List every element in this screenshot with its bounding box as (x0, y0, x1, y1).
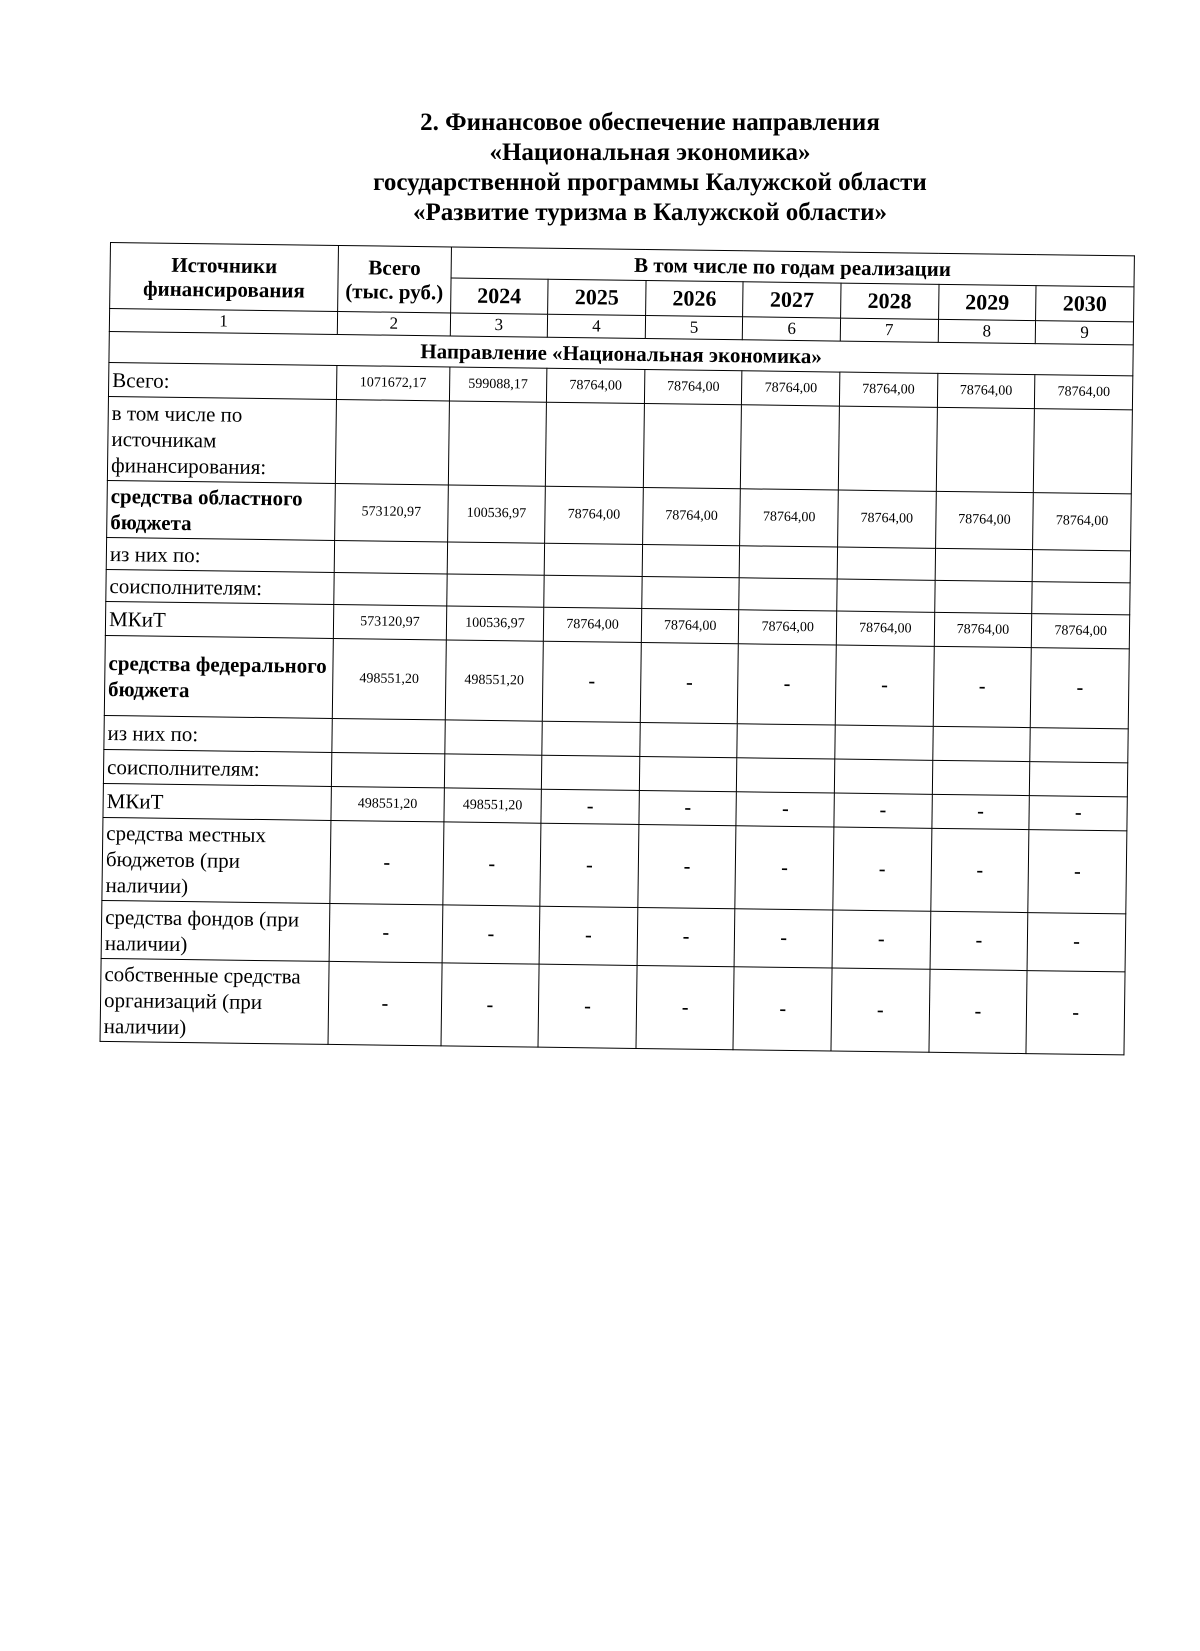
row-value (1034, 409, 1133, 494)
row-value (544, 575, 642, 608)
row-value (447, 542, 545, 575)
row-label: средства местных бюджетов (при наличии) (102, 817, 331, 903)
row-value (932, 726, 1030, 761)
row-value: - (442, 822, 541, 906)
row-value: 573120,97 (335, 483, 448, 541)
row-value: 498551,20 (332, 638, 446, 719)
row-value: 78764,00 (1035, 375, 1133, 410)
column-number: 3 (450, 313, 548, 337)
row-value (837, 579, 935, 612)
row-label: МКиТ (103, 783, 332, 820)
row-value: 78764,00 (838, 490, 936, 548)
row-value: 78764,00 (742, 371, 840, 406)
row-value (740, 546, 838, 579)
row-label: МКиТ (105, 601, 334, 638)
row-value: - (639, 790, 737, 825)
row-value (332, 752, 445, 787)
row-value: - (636, 965, 735, 1049)
row-value: 78764,00 (934, 612, 1032, 647)
row-value: - (541, 789, 639, 824)
column-number: 7 (840, 318, 938, 342)
row-value: 498551,20 (331, 786, 444, 821)
row-value: 78764,00 (836, 611, 934, 646)
row-value: - (930, 911, 1028, 970)
row-value: 599088,17 (449, 367, 547, 402)
header-year-2027: 2027 (743, 282, 841, 318)
table-row (102, 817, 1127, 913)
table-row (107, 396, 1132, 493)
row-value (935, 548, 1033, 581)
row-value: - (833, 827, 932, 911)
row-value (642, 544, 740, 577)
row-value: 78764,00 (641, 608, 739, 643)
row-label: средства областного бюджета (107, 480, 336, 540)
header-total: Всего (тыс. руб.) (338, 245, 451, 312)
table-row (100, 958, 1125, 1054)
row-value (737, 724, 835, 759)
row-value (546, 402, 645, 487)
column-number: 9 (1035, 321, 1133, 345)
row-value (1030, 762, 1128, 797)
column-number: 6 (743, 317, 841, 341)
title-line-1: 2. Финансовое обеспечение направления (420, 109, 880, 136)
header-year-2030: 2030 (1036, 286, 1134, 322)
row-value: - (640, 642, 739, 723)
row-value: - (933, 646, 1032, 727)
row-label: в том числе по источникам финансирования: (107, 396, 336, 483)
row-value (444, 720, 542, 755)
row-value (838, 406, 937, 491)
row-value: 78764,00 (740, 489, 838, 547)
row-value (639, 756, 737, 791)
row-value (1032, 582, 1130, 615)
row-value: - (834, 793, 932, 828)
row-value: - (441, 963, 540, 1047)
row-value: - (1026, 971, 1125, 1055)
row-value: 78764,00 (937, 373, 1035, 408)
header-year-2026: 2026 (645, 281, 743, 317)
row-value (334, 572, 447, 605)
header-sources: Источники финансирования (110, 243, 339, 312)
row-value: - (638, 824, 737, 908)
row-value (739, 578, 837, 611)
row-value: 100536,97 (446, 606, 544, 641)
row-label: средства фондов (при наличии) (101, 900, 330, 961)
row-value (446, 574, 544, 607)
row-label: из них по: (106, 537, 335, 572)
row-value: - (539, 906, 637, 965)
row-label: соисполнителям: (103, 749, 332, 786)
row-value (334, 540, 447, 573)
row-value: 1071672,17 (337, 365, 450, 400)
row-value: - (1030, 648, 1129, 729)
document-title (300, 108, 1000, 228)
row-value: 78764,00 (544, 607, 642, 642)
row-value: 100536,97 (447, 485, 545, 543)
row-value: 78764,00 (739, 610, 837, 645)
column-number: 2 (337, 311, 450, 335)
section-title: Направление «Национальная экономика» (109, 331, 1133, 375)
row-value: - (733, 967, 832, 1051)
row-value: 78764,00 (644, 370, 742, 405)
row-value (1032, 550, 1130, 583)
row-value (444, 754, 542, 789)
row-value: 78764,00 (642, 487, 740, 545)
row-value: - (831, 968, 930, 1052)
row-value (544, 543, 642, 576)
title-line-3: государственной программы Калужской области (373, 169, 927, 196)
row-label: соисполнителям: (106, 569, 335, 604)
title-line-2: «Национальная экономика» (489, 139, 811, 166)
row-value: - (329, 903, 442, 962)
row-value: 78764,00 (1032, 614, 1130, 649)
row-value: 78764,00 (839, 372, 937, 407)
row-value (542, 721, 640, 756)
row-label: средства федерального бюджета (104, 635, 333, 718)
row-value: - (930, 828, 1029, 912)
row-value: 78764,00 (547, 368, 645, 403)
row-value: - (540, 823, 639, 907)
row-value: - (1029, 796, 1127, 831)
row-value: - (538, 964, 637, 1048)
column-number: 1 (109, 309, 337, 335)
column-number: 8 (938, 319, 1036, 343)
row-value: - (542, 641, 641, 722)
row-value (332, 718, 445, 753)
row-value (936, 407, 1035, 492)
row-value (934, 580, 1032, 613)
header-year-2029: 2029 (938, 284, 1036, 320)
row-value (737, 758, 835, 793)
financing-table (100, 242, 1135, 1055)
row-value (335, 399, 449, 484)
column-number: 4 (547, 314, 645, 338)
header-year-2025: 2025 (548, 279, 646, 315)
row-value (1030, 728, 1128, 763)
row-value: - (442, 905, 540, 964)
row-value: 498551,20 (444, 788, 542, 823)
row-value (837, 547, 935, 580)
row-value (643, 404, 742, 489)
row-value (835, 725, 933, 760)
header-year-2028: 2028 (841, 283, 939, 319)
row-value: - (1028, 830, 1127, 914)
row-label: Всего: (108, 362, 337, 399)
row-value (932, 760, 1030, 795)
header-by-year: В том числе по годам реализации (451, 247, 1135, 287)
row-value: - (835, 645, 934, 726)
row-value: - (736, 792, 834, 827)
column-number: 5 (645, 316, 743, 340)
row-value: 78764,00 (545, 486, 643, 544)
title-line-4: «Развитие туризма в Калужской области» (413, 199, 887, 226)
row-value: - (330, 820, 444, 904)
table-row (104, 635, 1129, 728)
row-value (741, 405, 840, 490)
row-value: - (832, 910, 930, 969)
row-value (834, 759, 932, 794)
row-value: 498551,20 (445, 640, 544, 721)
row-value: - (734, 909, 832, 968)
row-value: - (328, 961, 442, 1045)
row-value: 573120,97 (333, 604, 446, 639)
row-value (448, 401, 547, 486)
row-value: 78764,00 (935, 491, 1033, 549)
row-label: собственные средства организаций (при наличии) (100, 958, 329, 1044)
row-value (642, 576, 740, 609)
row-value: - (1027, 913, 1126, 972)
row-value: - (735, 826, 834, 910)
row-value: 78764,00 (1033, 493, 1131, 551)
row-value (542, 755, 640, 790)
row-value: - (738, 644, 837, 725)
row-label: из них по: (104, 715, 333, 752)
row-value (640, 722, 738, 757)
row-value: - (637, 907, 735, 966)
financing-table-wrapper (100, 242, 1135, 1055)
header-year-2024: 2024 (450, 278, 548, 314)
row-value: - (932, 794, 1030, 829)
row-value: - (929, 969, 1028, 1053)
